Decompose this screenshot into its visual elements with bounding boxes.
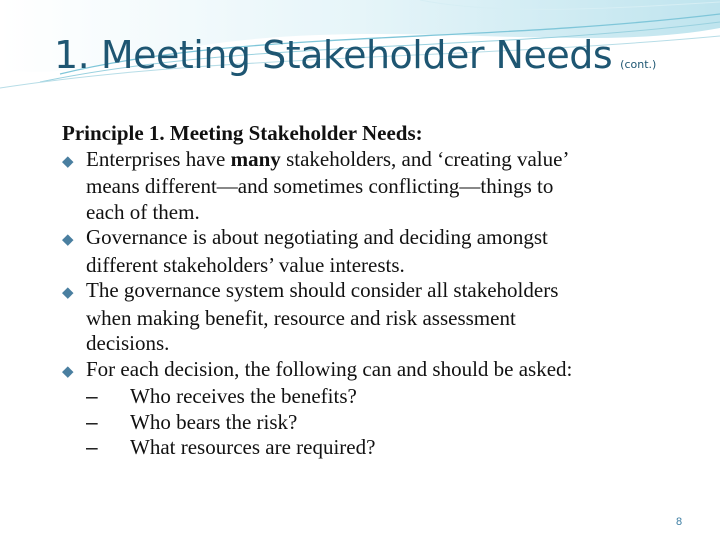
title-text: 1. Meeting Stakeholder Needs (54, 33, 613, 77)
slide-title (54, 33, 657, 77)
title-cont-label: (cont.) (620, 58, 657, 71)
dash-icon: – (86, 410, 98, 434)
bullet-icon: ◆ (62, 230, 74, 248)
bullet-item: ◆ Enterprises have many stakeholders, and ‘creating value’ means different—and sometimes conflicting—things to each of them. (62, 146, 570, 224)
bullet-item: ◆ For each decision, the following can and should be asked: (62, 357, 702, 385)
bullet-icon: ◆ (62, 151, 74, 170)
bullet-item: ◆ Governance is about negotiating and deciding amongst different stakeholders’ value interests. (62, 225, 548, 277)
dash-icon: – (86, 436, 98, 459)
principle-heading: Principle 1. Meeting Stakeholder Needs: (62, 121, 423, 145)
slide-body (62, 121, 702, 461)
emphasis-text: many (230, 146, 281, 171)
page-number: 8 (676, 516, 683, 528)
sub-list-item: – Who receives the benefits? (86, 384, 357, 408)
bullet-icon: ◆ (62, 283, 74, 301)
bullet-icon: ◆ (62, 361, 74, 380)
sub-list-item: – Who bears the risk? (86, 409, 298, 434)
dash-icon: – (86, 385, 98, 408)
sub-list-item: – What resources are required? (86, 435, 376, 459)
bullet-item: ◆ The governance system should consider all stakeholders when making benefit, resource and risk assessment decisions. (62, 278, 559, 355)
